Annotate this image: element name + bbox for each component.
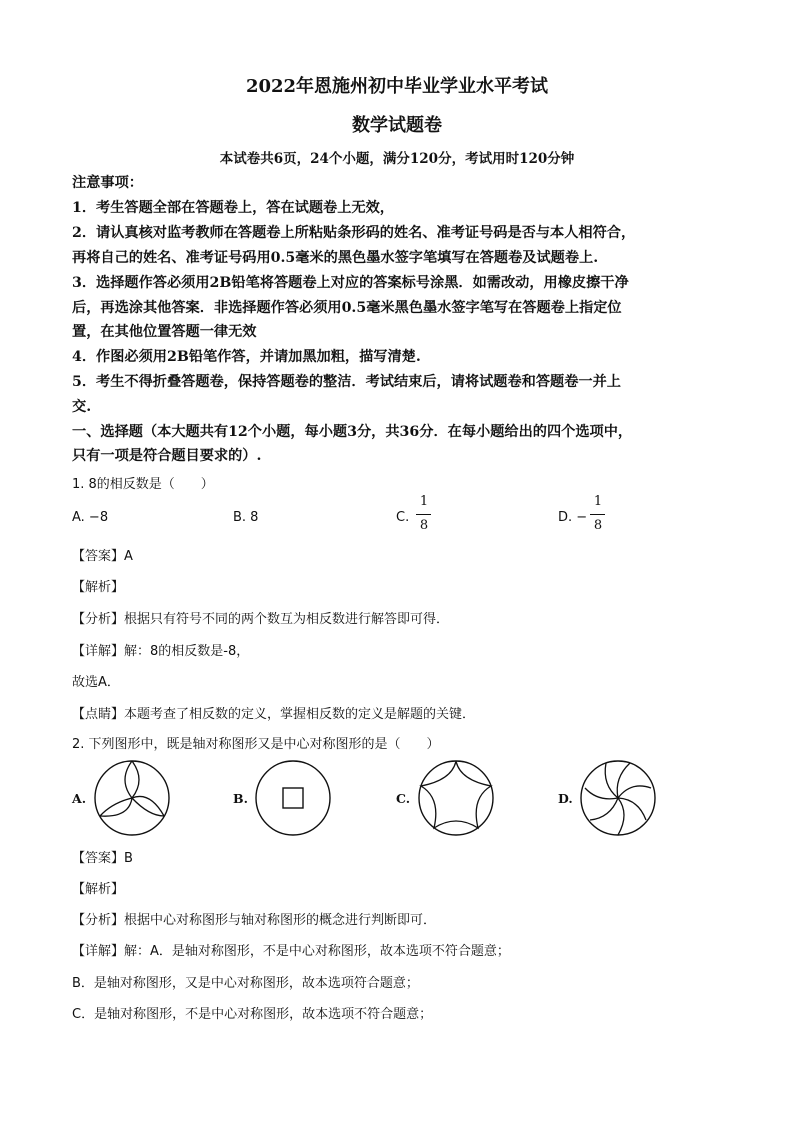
q2-label-a: A. xyxy=(72,791,87,806)
note-line: 1．考生答题全部在答题卷上，答在试题卷上无效， xyxy=(72,200,394,216)
note-line: 交. xyxy=(72,399,92,415)
exam-subtitle: 数学试题卷 xyxy=(352,115,442,136)
q1-option-d-denominator: 8 xyxy=(593,518,603,533)
q1-option-d-label: D. − xyxy=(558,510,588,525)
q1-option-c-denominator: 8 xyxy=(419,518,429,533)
q1-option-c-numerator: 1 xyxy=(419,494,429,509)
q2-figure-d xyxy=(578,758,658,838)
note-line: 2．请认真核对监考教师在答题卷上所粘贴条形码的姓名、准考证号码是否与本人相符合， xyxy=(72,225,636,241)
q2-figure-c xyxy=(416,758,496,838)
note-line: 5．考生不得折叠答题卷，保持答题卷的整洁．考试结束后，请将试题卷和答题卷一并上 xyxy=(72,374,621,390)
q1-dianjing: 【点睛】本题考查了相反数的定义，掌握相反数的定义是解题的关键． xyxy=(72,707,476,722)
q1-analysis: 【解析】 xyxy=(72,580,125,595)
section-heading: 一、选择题（本大题共有12个小题，每小题3分，共36分．在每小题给出的四个选项中， xyxy=(72,424,633,440)
q1-xiangjie: 【详解】解：8的相反数是-8， xyxy=(72,644,250,659)
q2-label-d: D. xyxy=(558,791,573,806)
q2-figure-a xyxy=(92,758,172,838)
notes-heading: 注意事项： xyxy=(72,175,143,191)
exam-title: 2022年恩施州初中毕业学业水平考试 xyxy=(245,76,549,97)
note-line: 后，再选涂其他答案．非选择题作答必须用0.5毫米黑色墨水签字笔写在答题卷上指定位 xyxy=(72,300,622,316)
q2-stem: 2. 下列图形中，既是轴对称图形又是中心对称图形的是（ ） xyxy=(72,737,440,752)
q2-label-c: C. xyxy=(396,791,411,806)
q2-xiangjie: 【详解】解：A．是轴对称图形，不是中心对称图形，故本选项不符合题意； xyxy=(72,944,510,959)
fraction-bar xyxy=(416,514,431,515)
fraction-bar xyxy=(590,514,605,515)
q1-option-c-label: C. xyxy=(396,510,410,525)
q2-analysis: 【解析】 xyxy=(72,882,125,897)
note-line: 再将自己的姓名、准考证号码用0.5毫米的黑色墨水签字笔填写在答题卷及试题卷上. xyxy=(72,250,599,266)
note-line: 4．作图必须用2B铅笔作答，并请加黑加粗，描写清楚. xyxy=(72,349,421,365)
section-heading-cont: 只有一项是符合题目要求的）. xyxy=(72,448,262,464)
q1-fenxi: 【分析】根据只有符号不同的两个数互为相反数进行解答即可得． xyxy=(72,612,450,627)
q1-option-a: A. −8 xyxy=(72,510,109,525)
note-line: 置，在其他位置答题一律无效 xyxy=(72,324,257,340)
q2-line-c: C．是轴对称图形，不是中心对称图形，故本选项不符合题意； xyxy=(72,1007,433,1022)
exam-info: 本试卷共6页，24个小题，满分120分，考试用时120分钟 xyxy=(219,151,575,167)
q2-answer: 【答案】B xyxy=(72,851,133,866)
q2-label-b: B. xyxy=(233,791,248,806)
q1-answer: 【答案】A xyxy=(72,549,133,564)
q1-option-d-numerator: 1 xyxy=(593,494,603,509)
note-line: 3．选择题作答必须用2B铅笔将答题卷上对应的答案标号涂黑．如需改动，用橡皮擦干净 xyxy=(72,275,629,291)
q1-option-b: B. 8 xyxy=(233,510,259,525)
q2-fenxi: 【分析】根据中心对称图形与轴对称图形的概念进行判断即可． xyxy=(72,913,437,928)
q1-choose: 故选A． xyxy=(72,675,120,690)
q1-stem: 1. 8的相反数是（ ） xyxy=(72,477,214,492)
q2-figure-b xyxy=(253,758,333,838)
q2-line-b: B．是轴对称图形，又是中心对称图形，故本选项符合题意； xyxy=(72,976,419,991)
